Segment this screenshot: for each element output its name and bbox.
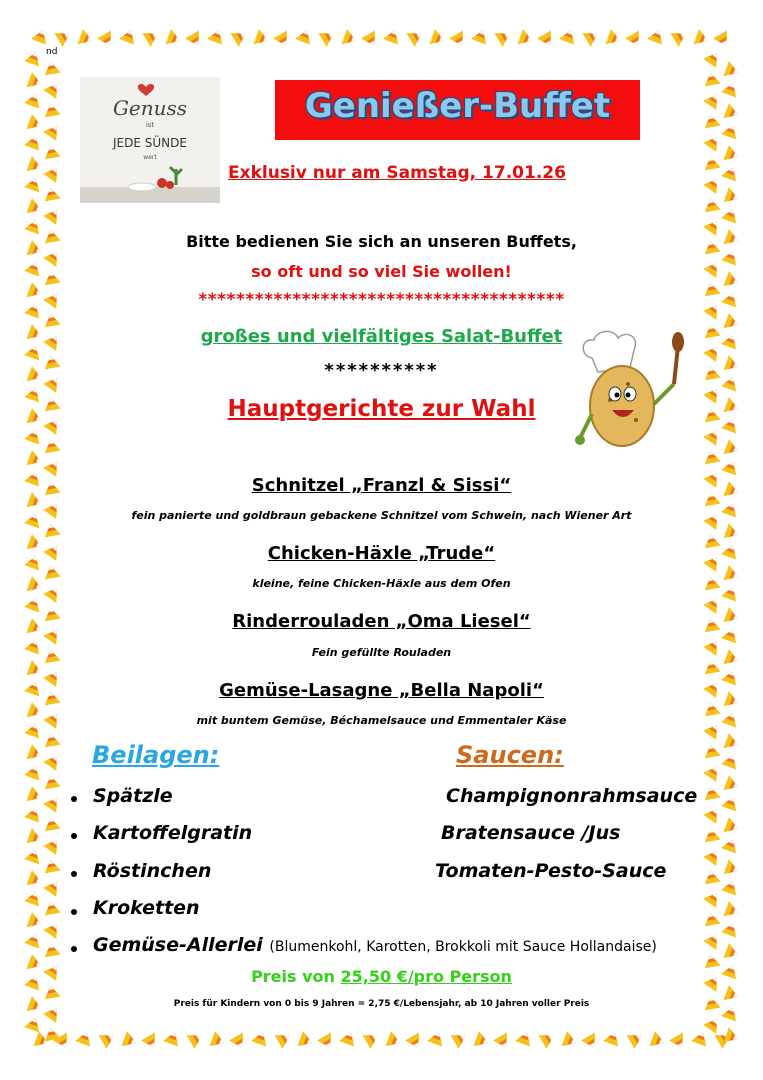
candy-corn-icon [703,175,723,194]
candy-corn-icon [671,27,689,47]
candy-corn-icon [24,134,43,151]
candy-corn-icon [703,156,721,171]
bullet-icon [71,796,77,802]
candy-corn-icon [724,103,741,122]
candy-corn-icon [721,207,740,224]
candy-corn-icon [43,164,63,183]
candy-corn-icon [518,29,535,48]
candy-corn-icon [251,1030,270,1047]
side-item-gemuese-note: (Blumenkohl, Karotten, Brokkoli mit Sauce Hollandaise) [269,939,657,955]
candy-corn-icon [703,870,721,885]
dish-name-lasagne: Gemüse-Lasagne „Bella Napoli“ [219,680,544,701]
dish-name-schnitzel: Schnitzel „Franzl & Sissi“ [251,475,512,496]
candy-corn-icon [407,27,425,47]
candy-corn-icon [721,81,740,98]
bullet-icon [71,833,77,839]
candy-corn-icon [724,859,741,878]
candy-corn-icon [495,27,513,47]
candy-corn-icon [713,31,733,49]
candy-corn-icon [363,1029,381,1049]
candy-corn-icon [43,122,63,141]
candy-corn-icon [703,1015,723,1034]
candy-corn-icon [27,198,44,217]
candy-corn-icon [703,198,721,213]
dish-desc-chicken: kleine, feine Chicken-Häxle aus dem Ofen [252,577,511,590]
candy-corn-icon [43,794,63,813]
candy-corn-icon [24,848,43,865]
candy-corn-icon [650,1031,667,1050]
intro-line-1: Bitte bedienen Sie sich an unseren Buffets, [186,232,577,251]
candy-corn-icon [339,1030,358,1047]
candy-corn-icon [625,31,645,49]
candy-corn-icon [724,61,741,80]
candy-corn-icon [229,1033,249,1051]
potato-chef-icon [570,328,695,453]
candy-corn-icon [603,1030,622,1047]
candy-corn-icon [43,836,63,855]
candy-corn-icon [166,29,183,48]
candy-corn-icon [43,752,63,771]
candy-corn-icon [703,786,721,801]
candy-corn-icon [141,1033,161,1051]
candy-corn-icon [721,879,740,896]
sauces-heading: Saucen: [456,741,564,769]
candy-corn-icon [43,187,61,202]
candy-corn-icon [703,114,721,129]
side-item-roestinchen: Röstinchen [93,860,212,882]
candy-corn-icon [27,870,44,889]
kids-price-note: Preis für Kindern von 0 bis 9 Jahren = 2,75 €/Lebensjahr, ab 10 Jahren voller Preis [173,999,590,1009]
candy-corn-icon [627,1029,645,1049]
candy-corn-icon [386,1031,403,1050]
candy-corn-icon [647,28,666,45]
candy-corn-icon [298,1031,315,1050]
candy-corn-icon [703,91,723,110]
candy-corn-icon [43,439,61,454]
sauce-item-tomaten-pesto: Tomaten-Pesto-Sauce [435,860,667,882]
candy-corn-icon [27,72,44,91]
candy-corn-icon [724,817,741,836]
candy-corn-icon [724,1027,741,1046]
candy-corn-icon [24,932,43,949]
intro-line-2: so oft und so viel Sie wollen! [251,262,512,281]
date-line: Exklusiv nur am Samstag, 17.01.26 [228,163,566,183]
candy-corn-icon [31,28,50,45]
candy-corn-icon [361,31,381,49]
candy-corn-icon [43,901,61,916]
candy-corn-icon [43,878,63,897]
candy-corn-icon [43,458,63,477]
candy-corn-icon [43,817,61,832]
candy-corn-icon [703,72,721,87]
candy-corn-icon [515,1030,534,1047]
bullet-icon [71,909,77,915]
candy-corn-icon [319,27,337,47]
candy-corn-icon [451,1029,469,1049]
candy-corn-icon [703,450,721,465]
dish-name-chicken: Chicken-Häxle „Trude“ [267,543,496,564]
candy-corn-icon [43,145,61,160]
candy-corn-icon [721,921,740,938]
candy-corn-icon [24,92,43,109]
candy-corn-icon [75,1030,94,1047]
candy-corn-icon [474,1031,491,1050]
logo-word-genuss: Genuss [112,96,188,120]
candy-corn-icon [583,27,601,47]
candy-corn-icon [493,1033,513,1051]
candy-corn-icon [210,1031,227,1050]
sauce-item-champignon: Champignonrahmsauce [446,785,698,807]
candy-corn-icon [27,450,44,469]
page-title: Genießer-Buffet [304,86,611,126]
candy-corn-icon [703,847,723,866]
corner-note: nd [46,47,58,57]
candy-corn-icon [721,459,740,476]
candy-corn-icon [606,29,623,48]
candy-corn-icon [537,31,557,49]
candy-corn-icon [24,176,43,193]
candy-corn-icon [43,206,63,225]
candy-corn-icon [27,828,44,847]
candy-corn-icon [703,912,721,927]
candy-corn-icon [163,1030,182,1047]
candy-corn-icon [24,596,43,613]
candy-corn-icon [691,1030,710,1047]
dish-desc-lasagne: mit buntem Gemüse, Béchamelsauce und Emmentaler Käse [196,714,567,727]
candy-corn-icon [669,1033,689,1051]
candy-corn-icon [721,123,740,140]
candy-corn-icon [43,775,61,790]
candy-corn-icon [703,660,721,675]
candy-corn-icon [703,427,723,446]
candy-corn-icon [581,1033,601,1051]
candy-corn-icon [43,859,61,874]
candy-corn-icon [449,31,469,49]
candy-corn-icon [703,133,723,152]
candy-corn-icon [119,28,138,45]
price-line [0,967,763,986]
candy-corn-icon [273,31,293,49]
candy-corn-icon [405,1033,425,1051]
bullet-icon [71,946,77,952]
bullet-icon [71,871,77,877]
price-amount: 25,50 €/pro Person [340,967,512,986]
sauce-item-bratensauce: Bratensauce /Jus [441,822,621,844]
candy-corn-icon [295,28,314,45]
candy-corn-icon [383,28,402,45]
candy-corn-icon [275,1029,293,1049]
candy-corn-icon [43,61,61,76]
candy-corn-icon [99,1029,117,1049]
candy-corn-icon [43,523,61,538]
side-item-kartoffelgratin: Kartoffelgratin [93,822,253,844]
candy-corn-icon [27,912,44,931]
candy-corn-icon [187,1029,205,1049]
candy-corn-icon [43,985,61,1000]
candy-corn-icon [317,1033,337,1051]
candy-corn-icon [231,27,249,47]
candy-corn-icon [43,733,61,748]
candy-corn-icon [703,744,721,759]
logo-word-wert: wert [143,154,157,161]
candy-corn-icon [55,27,73,47]
candy-corn-icon [24,806,43,823]
candy-corn-icon [721,753,740,770]
candy-corn-icon [694,29,711,48]
candy-corn-icon [430,29,447,48]
candy-corn-icon [97,31,117,49]
candy-corn-icon [27,786,44,805]
price-prefix: Preis von [251,967,341,986]
candy-corn-icon [703,805,723,824]
logo-word-ist: ist [145,121,155,129]
candy-corn-icon [724,943,741,962]
candy-corn-icon [43,103,61,118]
separator-stars-short: ********** [324,360,439,381]
candy-corn-icon [24,764,43,781]
candy-corn-icon [703,889,723,908]
candy-corn-icon [43,920,63,939]
candy-corn-icon [721,837,740,854]
candy-corn-icon [724,775,741,794]
candy-corn-icon [703,931,723,950]
candy-corn-icon [703,828,721,843]
candy-corn-icon [24,890,43,907]
side-item-gemuese-label: Gemüse-Allerlei [93,934,263,956]
separator-stars-long: *************************************** [198,290,565,310]
side-item-gemuese [93,934,657,956]
main-dishes-heading: Hauptgerichte zur Wahl [227,396,536,422]
side-item-spaetzle: Spätzle [93,785,173,807]
candy-corn-icon [703,49,723,68]
candy-corn-icon [207,28,226,45]
candy-corn-icon [143,27,161,47]
candy-corn-icon [562,1031,579,1050]
salad-buffet-heading: großes und vielfältiges Salat-Buffet [200,326,563,347]
candy-corn-icon [254,29,271,48]
candy-corn-icon [122,1031,139,1050]
candy-corn-icon [724,523,741,542]
candy-corn-icon [539,1029,557,1049]
dish-desc-schnitzel: fein panierte und goldbraun gebackene Schnitzel vom Schwein, nach Wiener Art [131,509,632,522]
candy-corn-icon [471,28,490,45]
candy-corn-icon [724,439,741,458]
sides-heading: Beilagen: [92,741,220,769]
candy-corn-icon [342,29,359,48]
candy-corn-icon [724,901,741,920]
candy-corn-icon [24,50,43,67]
candy-corn-icon [724,187,741,206]
candy-corn-icon [427,1030,446,1047]
candy-corn-icon [24,1016,43,1033]
candy-corn-icon [724,145,741,164]
dish-desc-rouladen: Fein gefüllte Rouladen [311,646,452,659]
candy-corn-icon [721,165,740,182]
candy-corn-icon [703,763,723,782]
dish-name-rouladen: Rinderrouladen „Oma Liesel“ [232,611,531,632]
candy-corn-icon [78,29,95,48]
candy-corn-icon [43,80,63,99]
candy-corn-icon [27,156,44,175]
side-item-kroketten: Kroketten [93,897,200,919]
candy-corn-icon [721,795,740,812]
candy-corn-icon [185,31,205,49]
genuss-logo-image [80,77,220,203]
candy-corn-icon [27,744,44,763]
candy-corn-icon [27,114,44,133]
logo-word-jede-suende: JEDE SÜNDE [113,136,187,150]
title-banner [275,80,640,140]
candy-corn-icon [24,428,43,445]
candy-corn-icon [27,660,44,679]
candy-corn-icon [43,943,61,958]
candy-corn-icon [724,733,741,752]
candy-corn-icon [559,28,578,45]
